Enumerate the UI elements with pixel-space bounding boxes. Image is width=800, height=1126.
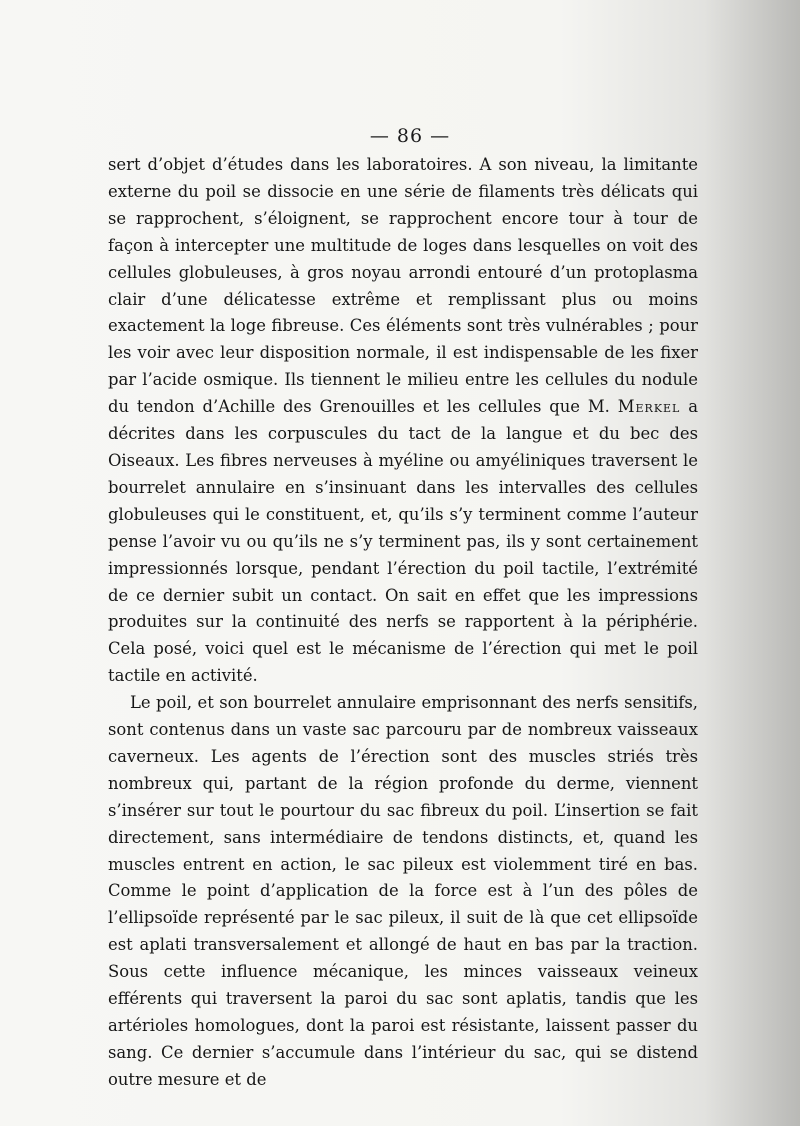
paragraph-2: Le poil, et son bourrelet annulaire emprisonnant des nerfs sensitifs, sont contenus dans un vaste sac parcouru par de nombreux vaisseaux caverneux. Les agents de l’érection sont des muscles striés très nombreux qui, partant de la région profonde du derme, viennent s’insérer sur tout le pourtour du sac fibreux du poil. L’insertion se fait directement, sans intermédiaire de tendons distincts, et, quand les muscles entrent en action, le sac pileux est violemment tiré en bas. Comme le point d’application de la force est à l’un des pôles de l’ellipsoïde représenté par le sac pileux, il suit de là que cet ellipsoïde est aplati transversalement et allongé de haut en bas par la traction. Sous cette influence mécanique, les minces vaisseaux veineux efférents qui traversent la paroi du sac sont aplatis, tandis que les artérioles homologues, dont la paroi est résistante, laissent passer du sang. Ce dernier s’accumule dans l’intérieur du sac, qui se distend outre mesure et de (108, 693, 698, 1089)
paragraph-1 (108, 152, 698, 690)
paragraph-1-text-start: sert d’objet d’études dans les laboratoires. A son niveau, la limitante externe du poil se dissocie en une série de filaments très délicats qui se rapprochent, s’éloignent, se rapprochent encore tour à tour de façon à intercepter une multitude de loges dans lesquelles on voit des cellules globuleuses, à gros noyau arrondi entouré d’un protoplasma clair d’une délicatesse extrême et remplissant plus ou moins exactement la loge fibreuse. Ces éléments sont très vulnérables ; pour les voir avec leur disposition normale, il est indispensable de les fixer par l’acide osmique. Ils tiennent le milieu entre les cellules du nodule du tendon d’Achille des Grenouilles et les cellules que M. (108, 155, 698, 417)
body-text (108, 152, 698, 1094)
page-number: — 86 — (369, 125, 451, 147)
paragraph-1-text-end: a décrites dans les corpuscules du tact de la langue et du bec des Oiseaux. Les fibres nerveuses à myéline ou amyéliniques traversent le bourrelet annulaire en s’insinuant dans les intervalles des cellules globuleuses qui le constituent, et, qu’ils s’y terminent comme l’auteur pense l’avoir vu ou qu’ils ne s’y terminent pas, ils y sont certainement impressionnés lorsque, pendant l’érection du poil tactile, l’extrémité de ce dernier subit un contact. On sait en effet que les impressions produites sur la continuité des nerfs se rapportent à la périphérie. Cela posé, voici quel est le mécanisme de l’érection qui met le poil tactile en activité. (108, 397, 699, 686)
author-name-merkel: Merkel (617, 397, 681, 417)
